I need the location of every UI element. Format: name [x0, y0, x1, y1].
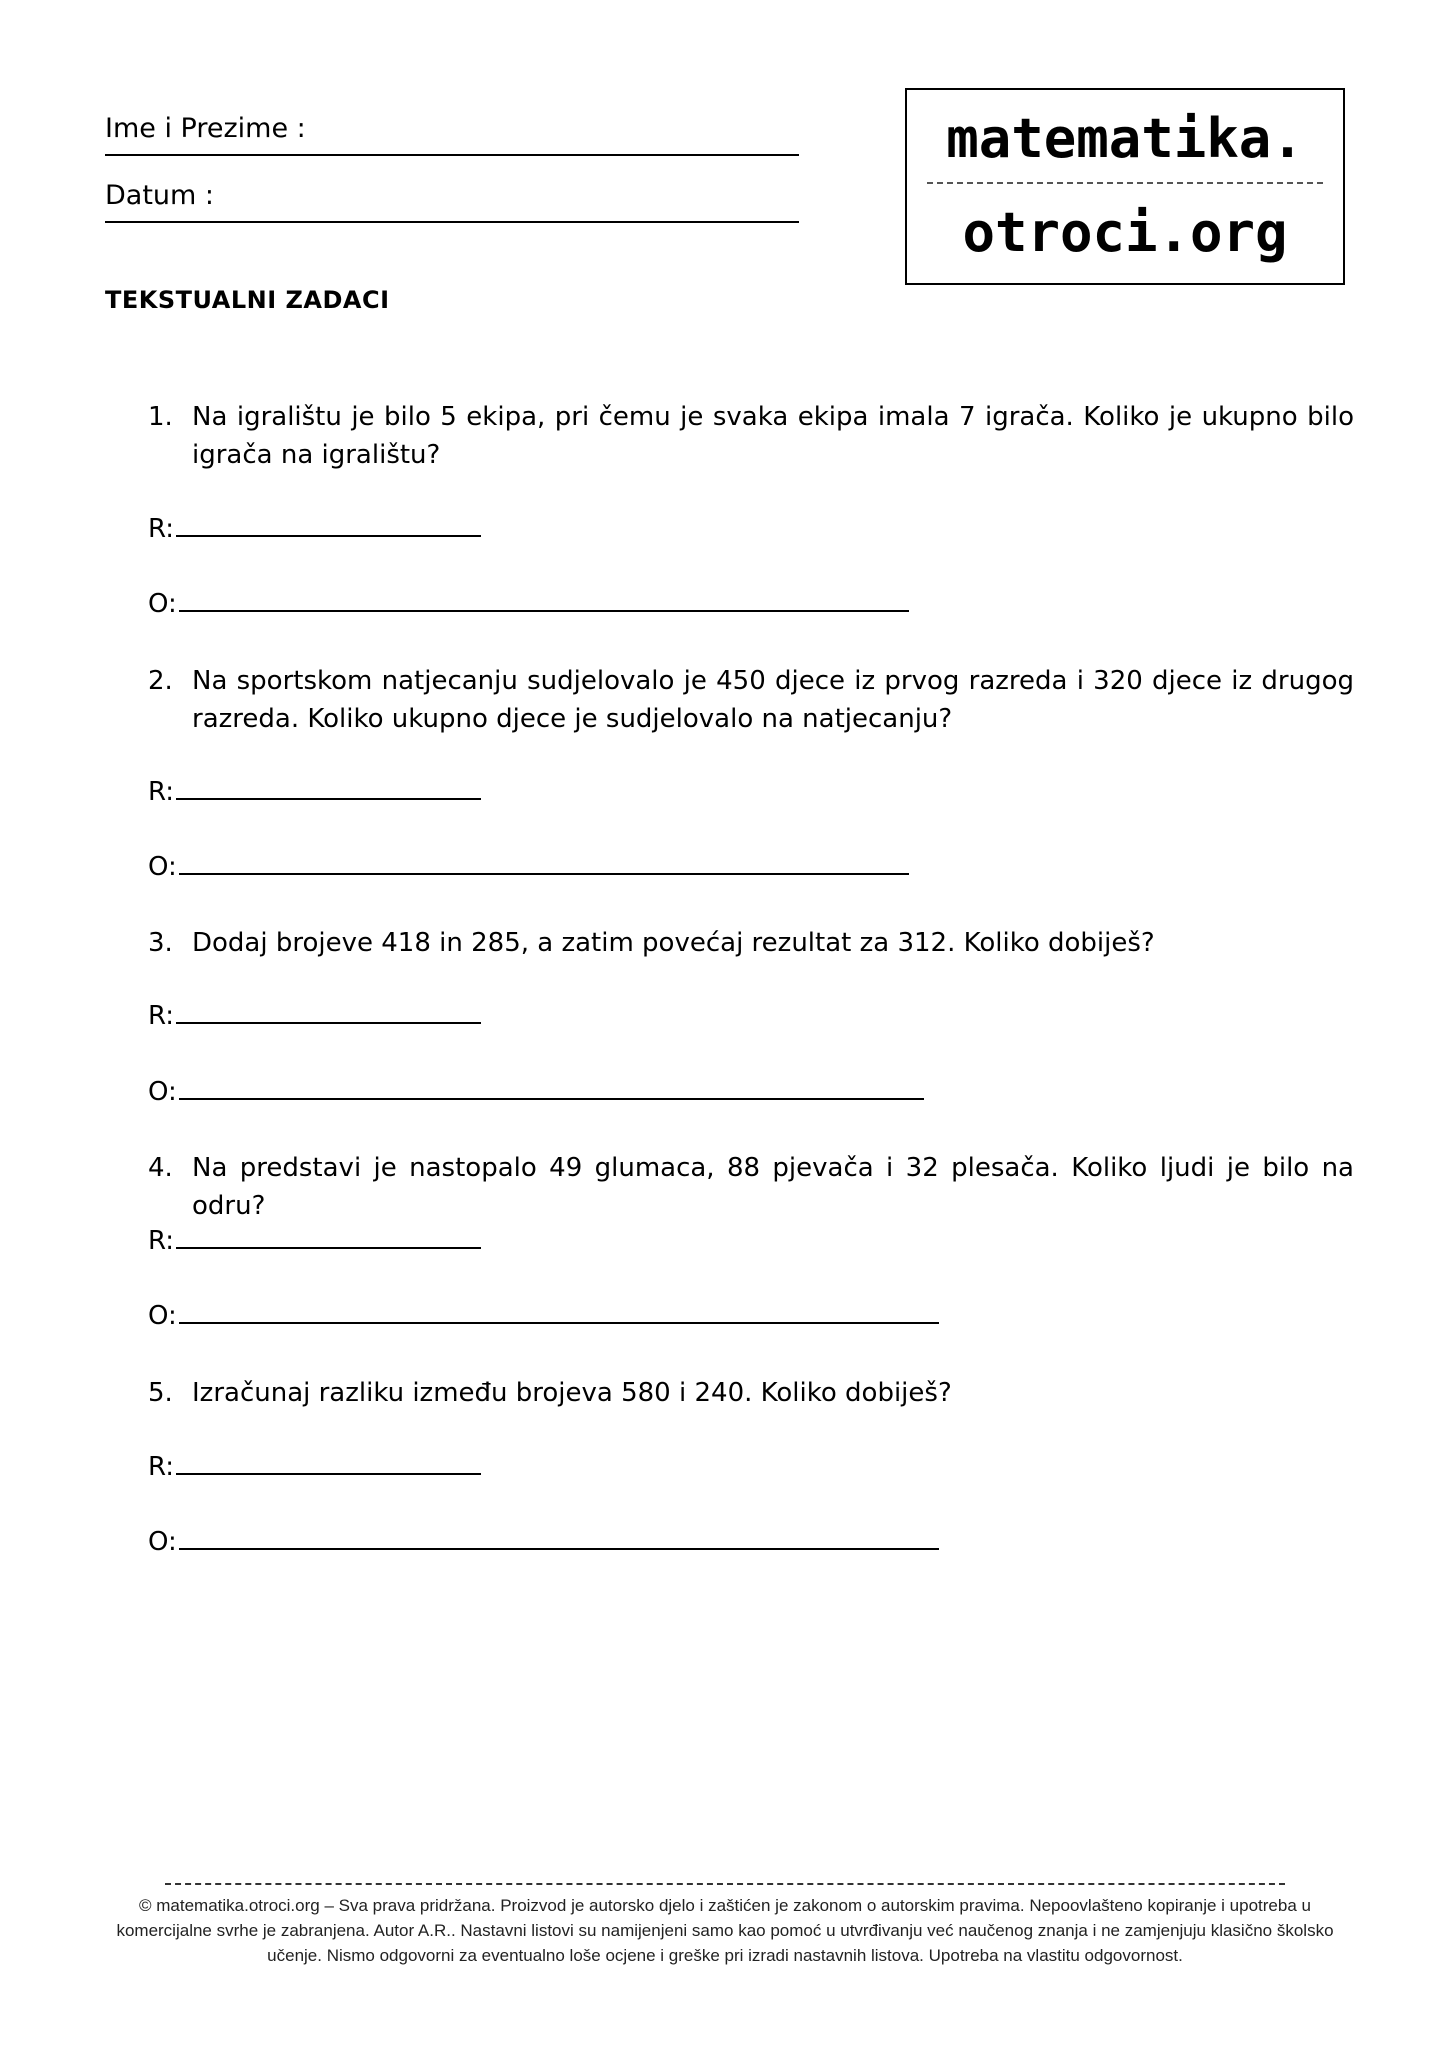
task-3-answer-line[interactable] [148, 1076, 924, 1108]
calculation-label: R: [148, 1001, 175, 1031]
copyright-notice: © matematika.otroci.org – Sva prava pridržana. Proizvod je autorsko djelo i zaštićen je zakonom o autorskim pravima. Nepoovlašteno kopiranje i upotreba u komercijalne svrhe je zabranjena. Autor A.R.. Nastavni listovi su namijenjeni samo kao pomoć u utvrđivanju već naučenog znanja i ne zamjenjuju klasično školsko učenje. Nismo odgovorni za eventualno loše ocjene i greške pri izradi nastavnih listova. Upotreba na vlastitu odgovornost. [116, 1896, 1334, 1965]
logo-line-1: matematika. [946, 107, 1304, 170]
task-4-answer-line[interactable] [148, 1300, 939, 1332]
task-number: 5. [148, 1378, 173, 1408]
calculation-label: R: [148, 514, 175, 544]
task-5-calculation-line[interactable] [148, 1451, 481, 1483]
answer-blank[interactable] [179, 1076, 924, 1100]
calculation-label: R: [148, 1452, 175, 1482]
footer-divider [165, 1883, 1285, 1885]
calculation-blank[interactable] [176, 776, 481, 800]
task-2 [148, 662, 1354, 738]
task-5-answer-line[interactable] [148, 1526, 939, 1558]
name-field[interactable] [105, 104, 799, 156]
site-logo [905, 88, 1345, 285]
task-2-calculation-line[interactable] [148, 776, 481, 808]
task-number: 1. [148, 402, 173, 432]
answer-label: O: [148, 589, 177, 619]
date-field[interactable] [105, 171, 799, 223]
calculation-blank[interactable] [176, 1000, 481, 1024]
task-3-calculation-line[interactable] [148, 1000, 481, 1032]
answer-label: O: [148, 1077, 177, 1107]
answer-blank[interactable] [179, 1526, 939, 1550]
answer-blank[interactable] [179, 851, 909, 875]
logo-line-2: otroci.org [962, 201, 1288, 264]
task-text: Na igralištu je bilo 5 ekipa, pri čemu je svaka ekipa imala 7 igrača. Koliko je ukupno bilo igrača na igralištu? [192, 402, 1354, 470]
task-1-calculation-line[interactable] [148, 513, 481, 545]
answer-label: O: [148, 852, 177, 882]
task-4-calculation-line[interactable] [148, 1225, 481, 1257]
task-text: Na sportskom natjecanju sudjelovalo je 450 djece iz prvog razreda i 320 djece iz drugog razreda. Koliko ukupno djece je sudjelovalo na natjecanju? [192, 666, 1354, 734]
calculation-blank[interactable] [176, 513, 481, 537]
calculation-label: R: [148, 1226, 175, 1256]
task-5 [148, 1374, 1354, 1412]
task-number: 2. [148, 666, 173, 696]
task-1 [148, 398, 1354, 474]
answer-blank[interactable] [179, 1300, 939, 1324]
task-2-answer-line[interactable] [148, 851, 909, 883]
answer-label: O: [148, 1527, 177, 1557]
calculation-label: R: [148, 777, 175, 807]
calculation-blank[interactable] [176, 1451, 481, 1475]
answer-label: O: [148, 1301, 177, 1331]
task-text: Izračunaj razliku između brojeva 580 i 240. Koliko dobiješ? [192, 1378, 952, 1408]
calculation-blank[interactable] [176, 1225, 481, 1249]
name-label: Ime i Prezime : [105, 113, 306, 144]
task-text: Dodaj brojeve 418 in 285, a zatim povećaj rezultat za 312. Koliko dobiješ? [192, 928, 1155, 958]
date-label: Datum : [105, 180, 215, 211]
task-4 [148, 1149, 1354, 1225]
task-text: Na predstavi je nastopalo 49 glumaca, 88 pjevača i 32 plesača. Koliko ljudi je bilo na odru? [192, 1153, 1354, 1221]
answer-blank[interactable] [179, 588, 909, 612]
logo-divider [927, 182, 1323, 184]
task-3 [148, 924, 1354, 962]
task-1-answer-line[interactable] [148, 588, 909, 620]
task-number: 4. [148, 1153, 173, 1183]
section-title: TEKSTUALNI ZADACI [105, 286, 390, 314]
task-number: 3. [148, 928, 173, 958]
